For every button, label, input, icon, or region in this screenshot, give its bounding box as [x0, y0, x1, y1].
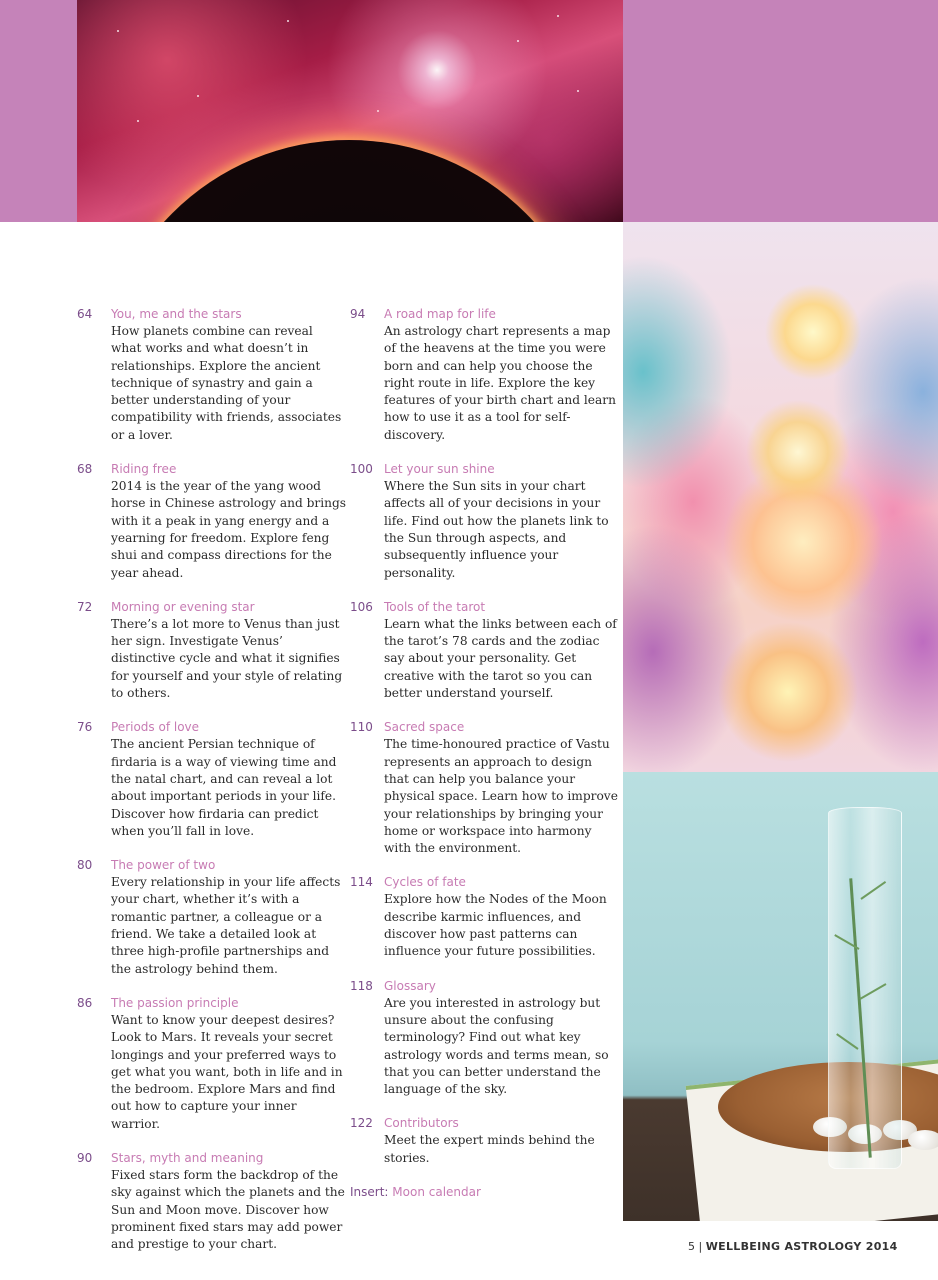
footer-page-number: 5: [688, 1240, 695, 1253]
star-dot: [117, 30, 119, 32]
contents-entry[interactable]: [77, 1150, 347, 1253]
contents-entry[interactable]: [77, 461, 347, 582]
plant-stem-shape: [849, 878, 872, 1158]
frond-shape: [836, 1033, 858, 1050]
entry-title: Sacred space: [384, 720, 465, 735]
entry-title: Tools of the tarot: [384, 599, 486, 614]
entry-description: Every relationship in your life affects your chart, whether it’s with a romantic partner, a colleague or a friend. We take a detailed look at three high-profile partnerships and the astrology behind them.: [111, 875, 341, 976]
pebble-shape: [908, 1130, 938, 1150]
entry-description: Are you interested in astrology but unsure about the confusing terminology? Find out what key astrology words and terms mean, so that you can better understand the language of the sky.: [384, 995, 609, 1097]
entry-title: A road map for life: [384, 307, 496, 321]
entry-description: An astrology chart represents a map of the heavens at the time you were born and can help you choose the right route in life. Explore the key features of your birth chart and learn how to use it as a tool for self-discovery.: [384, 324, 616, 442]
planet-shape: [99, 140, 599, 222]
footer-publication-title: WELLBEING ASTROLOGY 2014: [705, 1240, 898, 1253]
space-planet-image: [77, 0, 623, 222]
entry-description: The time-honoured practice of Vastu represents an approach to design that can help you balance your physical space. Learn how to improve your relationships by bringing your home or workspace into harmony with the environment.: [384, 737, 618, 856]
entry-page-number: 100: [350, 462, 373, 477]
entry-title: Stars, myth and meaning: [111, 1150, 264, 1165]
contents-entry[interactable]: [350, 599, 620, 702]
contents-entry[interactable]: [77, 857, 347, 978]
pastel-chakra-painting: [623, 222, 938, 772]
frond-shape: [860, 983, 887, 1000]
contents-entry[interactable]: [77, 719, 347, 840]
entry-description: 2014 is the year of the yang wood horse in Chinese astrology and brings with it a peak in yang energy and a yearning for freedom. Explore feng shui and compass directions for the year ahead.: [111, 479, 347, 580]
star-dot: [137, 120, 139, 122]
contents-entry[interactable]: [350, 978, 620, 1099]
insert-label: Insert:: [350, 1184, 389, 1199]
glass-vase-shape: [828, 807, 902, 1169]
entry-description: Explore how the Nodes of the Moon describe karmic influences, and discover how past patterns can influence your future possibilities.: [384, 892, 607, 959]
footer-separator: |: [698, 1240, 703, 1253]
entry-page-number: 114: [350, 875, 373, 890]
entry-page-number: 110: [350, 720, 373, 735]
entry-title: The passion principle: [111, 995, 239, 1010]
entry-description: Learn what the links between each of the tarot’s 78 cards and the zodiac say about your personality. Get creative with the tarot so you can better understand yourself.: [384, 616, 617, 701]
entry-description: How planets combine can reveal what works and what doesn’t in relationships. Explore the ancient technique of synastry and gain a better understanding of your compatibility with friends, associates or a lover.: [111, 324, 342, 442]
insert-note[interactable]: [350, 1184, 620, 1200]
entry-title: Riding free: [111, 462, 177, 477]
entry-page-number: 76: [77, 720, 93, 735]
entry-description: The ancient Persian technique of firdaria is a way of viewing time and the natal chart, and can reveal a lot about important periods in your life. Discover how firdaria can predict when you’ll fall in love.: [111, 737, 337, 838]
entry-title: Glossary: [384, 978, 436, 993]
contents-left-column: [77, 306, 347, 1270]
contents-entry[interactable]: [77, 995, 347, 1133]
contents-entry[interactable]: [350, 461, 620, 582]
entry-title: The power of two: [111, 858, 216, 873]
entry-title: You, me and the stars: [111, 307, 242, 321]
star-dot: [197, 95, 199, 97]
entry-page-number: 72: [77, 599, 93, 614]
contents-entry[interactable]: [350, 306, 620, 444]
contents-entry[interactable]: [350, 1115, 620, 1167]
star-dot: [517, 40, 519, 42]
entry-page-number: 90: [77, 1150, 93, 1165]
star-dot: [377, 110, 379, 112]
entry-title: Let your sun shine: [384, 462, 495, 477]
plant-vase-pebbles-photo: [623, 772, 938, 1221]
entry-title: Periods of love: [111, 720, 200, 735]
entry-description: There’s a lot more to Venus than just her sign. Investigate Venus’ distinctive cycle and what it signifies for yourself and your style of relating to others.: [111, 616, 343, 701]
entry-page-number: 106: [350, 599, 373, 614]
entry-description: Want to know your deepest desires? Look to Mars. It reveals your secret longings and your preferred ways to get what you want, both in life and in the bedroom. Explore Mars and find out how to capture your inner warrior.: [111, 1012, 343, 1131]
contents-entry[interactable]: [77, 599, 347, 702]
star-dot: [287, 20, 289, 22]
entry-description: Where the Sun sits in your chart affects all of your decisions in your life. Find out how the planets link to the Sun through aspects, and subsequently influence your personality.: [384, 479, 609, 580]
contents-entry[interactable]: [350, 719, 620, 857]
contents-entry[interactable]: [350, 874, 620, 960]
entry-page-number: 80: [77, 858, 93, 873]
entry-page-number: 68: [77, 462, 93, 477]
entry-description: Fixed stars form the backdrop of the sky against which the planets and the Sun and Moon move. Discover how prominent fixed stars may add power and prestige to your chart.: [111, 1167, 345, 1252]
contents-entry[interactable]: [77, 306, 347, 444]
entry-description: Meet the expert minds behind the stories.: [384, 1133, 595, 1165]
page-footer: [688, 1240, 898, 1253]
insert-title: Moon calendar: [392, 1184, 481, 1199]
entry-title: Morning or evening star: [111, 599, 255, 614]
entry-title: Cycles of fate: [384, 875, 466, 890]
frond-shape: [860, 881, 886, 900]
entry-page-number: 86: [77, 995, 93, 1010]
star-dot: [557, 15, 559, 17]
entry-page-number: 118: [350, 978, 373, 993]
entry-title: Contributors: [384, 1116, 459, 1131]
entry-page-number: 122: [350, 1116, 373, 1131]
entry-page-number: 94: [350, 307, 366, 321]
star-dot: [577, 90, 579, 92]
entry-page-number: 64: [77, 307, 93, 321]
contents-right-column: [350, 306, 620, 1200]
